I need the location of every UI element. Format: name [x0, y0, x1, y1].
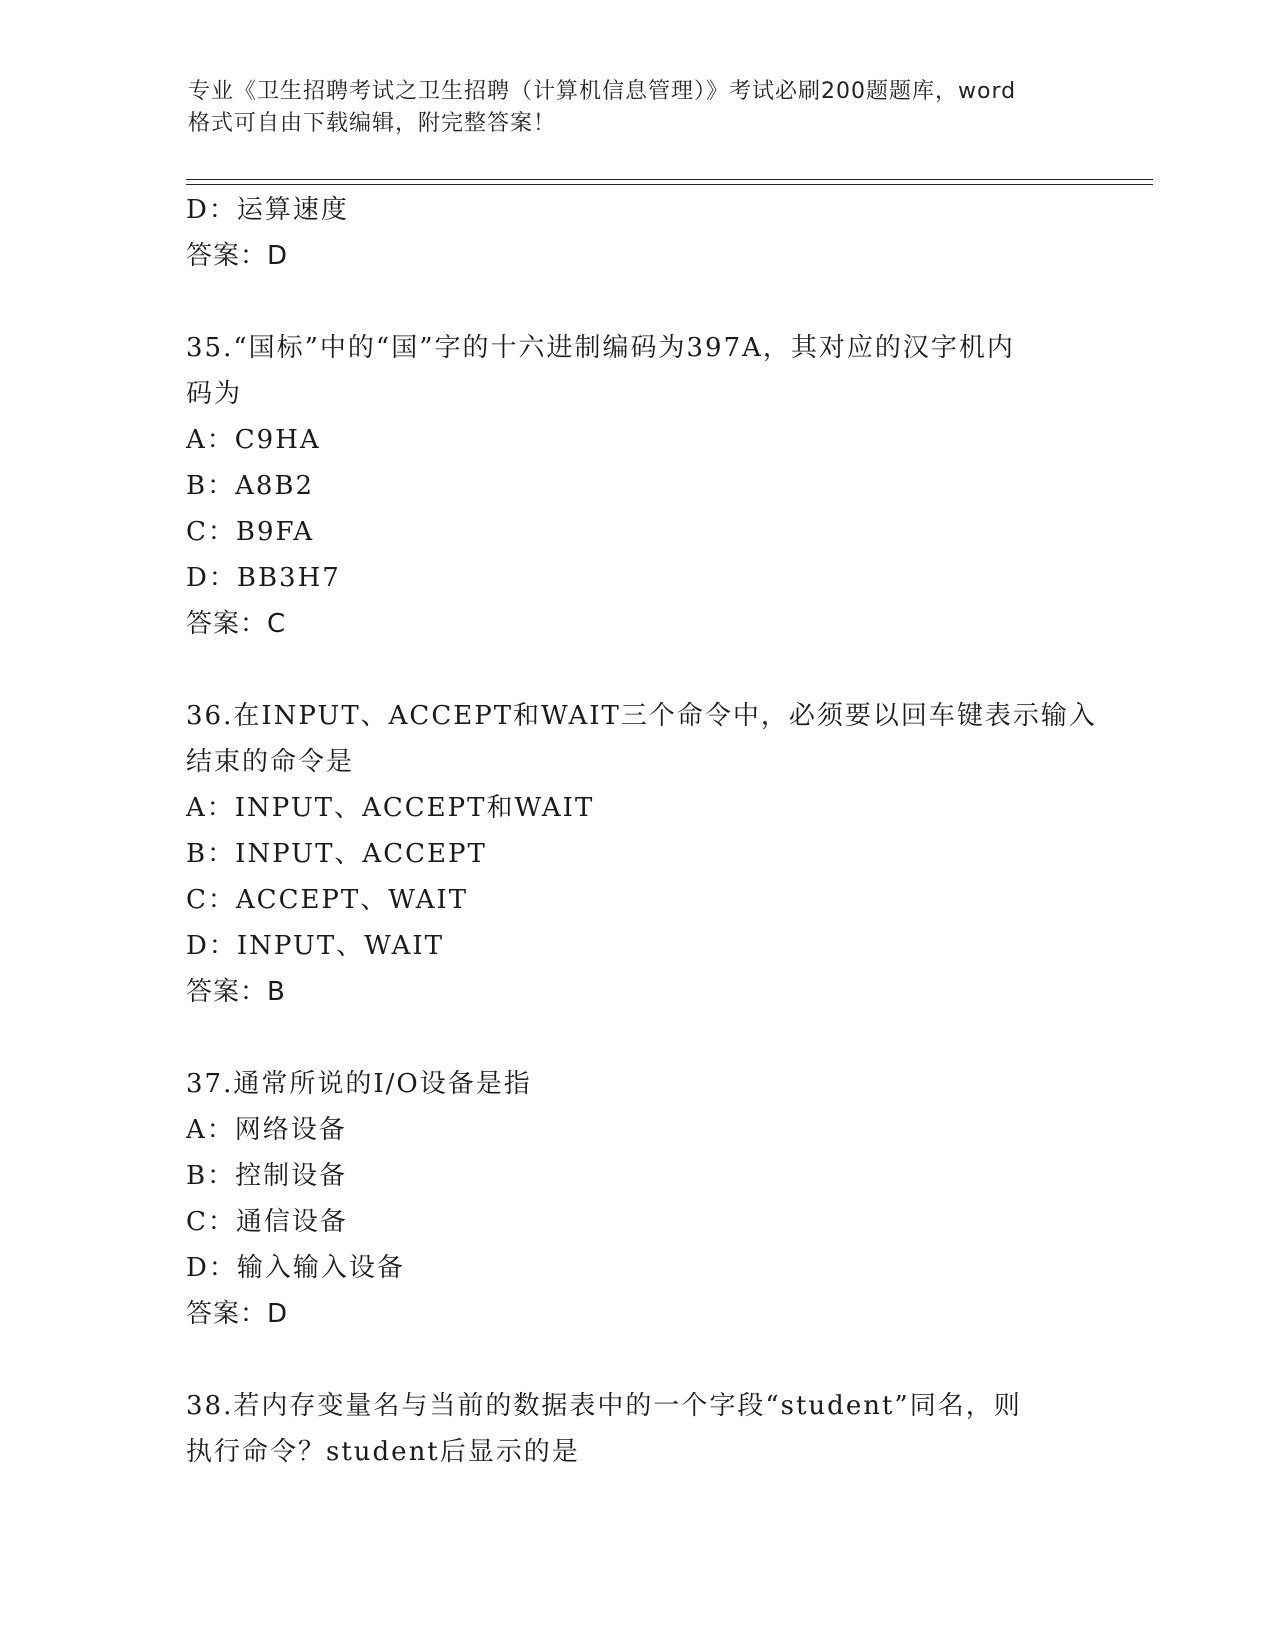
- question-35-option-c: C：B9FA: [186, 517, 315, 547]
- question-35-option-b: B：A8B2: [186, 471, 315, 501]
- question-35-option-d: D：BB3H7: [186, 563, 341, 593]
- question-36-stem-line-2: 结束的命令是: [186, 747, 355, 777]
- question-content: [186, 187, 1097, 1475]
- header-divider-bottom: [186, 184, 1153, 185]
- header-divider-top: [186, 179, 1153, 180]
- question-36-option-b: B：INPUT、ACCEPT: [186, 839, 487, 869]
- question-38-stem-line-1: 38.若内存变量名与当前的数据表中的一个字段“student”同名，则: [186, 1391, 1022, 1421]
- question-35-answer: 答案：C: [186, 609, 287, 639]
- question-36-option-a: A：INPUT、ACCEPT和WAIT: [186, 793, 595, 823]
- spacer: [186, 1015, 1086, 1061]
- question-37-stem-line-1: 37.通常所说的I/O设备是指: [186, 1069, 532, 1099]
- question-36-option-c: C：ACCEPT、WAIT: [186, 885, 469, 915]
- prev-answer: 答案：D: [186, 241, 289, 271]
- question-37-option-b: B：控制设备: [186, 1161, 348, 1191]
- spacer: [186, 1337, 1086, 1383]
- question-36-stem-line-1: 36.在INPUT、ACCEPT和WAIT三个命令中，必须要以回车键表示输入: [186, 701, 1097, 731]
- document-header: [188, 76, 1088, 140]
- question-37-option-c: C：通信设备: [186, 1207, 348, 1237]
- question-35-option-a: A：C9HA: [186, 425, 321, 455]
- header-line-1: 专业《卫生招聘考试之卫生招聘（计算机信息管理）》考试必刷200题题库，word: [188, 79, 1017, 104]
- prev-option-d: D：运算速度: [186, 195, 349, 225]
- header-line-2: 格式可自由下载编辑，附完整答案！: [188, 111, 557, 136]
- spacer: [186, 647, 1086, 693]
- question-36-option-d: D：INPUT、WAIT: [186, 931, 444, 961]
- question-37-answer: 答案：D: [186, 1299, 289, 1329]
- question-37-option-d: D：输入输入设备: [186, 1253, 405, 1283]
- spacer: [186, 279, 1086, 325]
- question-35-stem-line-1: 35.“国标”中的“国”字的十六进制编码为397A，其对应的汉字机内: [186, 333, 1015, 363]
- question-36-answer: 答案：B: [186, 977, 286, 1007]
- question-38-stem-line-2: 执行命令？student后显示的是: [186, 1437, 580, 1467]
- question-37-option-a: A：网络设备: [186, 1115, 347, 1145]
- question-35-stem-line-2: 码为: [186, 379, 243, 409]
